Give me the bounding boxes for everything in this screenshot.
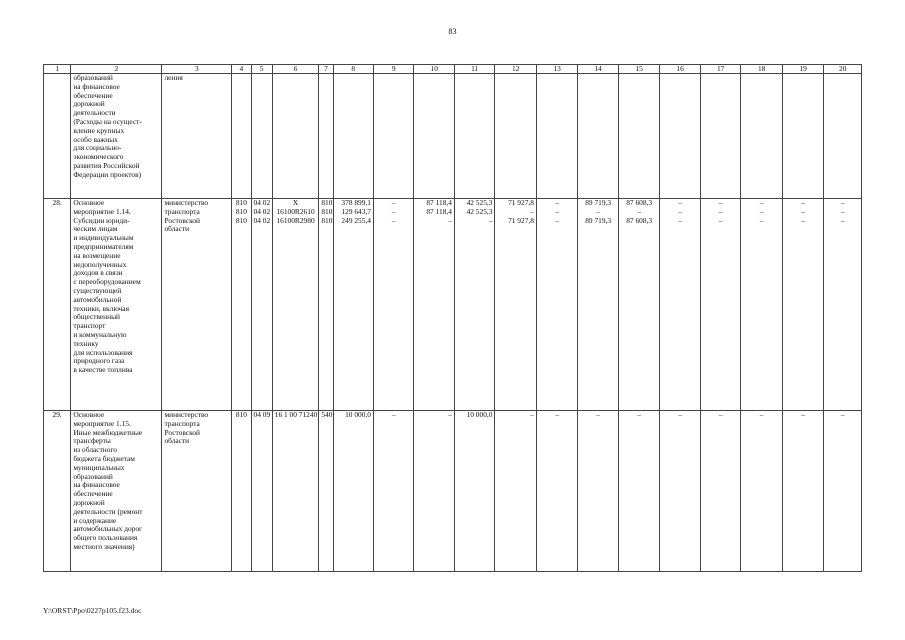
data-cell — [232, 74, 251, 199]
data-cell — [660, 411, 700, 572]
data-cell — [700, 411, 740, 572]
data-cell — [700, 199, 740, 411]
cell-value: – — [759, 198, 764, 207]
data-cell — [333, 411, 373, 572]
data-cell — [618, 199, 660, 411]
data-cell — [536, 74, 578, 199]
cell-value: 87 118,4 — [426, 198, 452, 207]
data-cell — [251, 411, 272, 572]
cell-value: – — [555, 410, 560, 419]
cell-value: – — [391, 410, 396, 419]
column-header: 7 — [319, 65, 333, 74]
table-row — [44, 411, 862, 572]
data-cell — [251, 199, 272, 411]
cell-value: – — [637, 410, 642, 419]
page-number: 83 — [448, 27, 457, 36]
data-cell — [536, 411, 578, 572]
cell-value: – — [678, 410, 683, 419]
cell-value: 04 02 — [253, 198, 271, 207]
cell-value: 04 09 — [253, 410, 271, 419]
cell-value: – — [759, 215, 764, 225]
cell-value: 89 719,3 — [585, 215, 612, 225]
cell-value: – — [488, 215, 493, 225]
data-cell — [741, 199, 783, 411]
data-cell — [495, 74, 537, 199]
cell-value: – — [718, 198, 723, 207]
cell-value: 810 — [321, 215, 333, 225]
data-cell — [495, 199, 537, 411]
data-cell — [782, 74, 824, 199]
activity-name: образований на финансовое обеспечение дорожной деятельности (Расходы на осущест- вление крупных особо важных для социально- экономического развития Российской Федерации проектов) — [71, 74, 162, 199]
data-cell — [618, 74, 660, 199]
cell-value: – — [637, 206, 642, 216]
cell-value: – — [759, 206, 764, 216]
cell-value: 810 — [235, 198, 247, 207]
data-cell — [272, 74, 319, 199]
data-cell — [454, 199, 494, 411]
cell-value: 129 643,7 — [341, 206, 371, 216]
column-header: 9 — [373, 65, 413, 74]
cell-value: 810 — [321, 198, 333, 207]
cell-value: – — [840, 410, 845, 419]
cell-value: – — [391, 206, 396, 216]
column-header: 19 — [782, 65, 824, 74]
data-cell — [824, 411, 862, 572]
row-number — [44, 74, 71, 199]
cell-value: 89 719,3 — [585, 198, 612, 207]
column-header: 5 — [251, 65, 272, 74]
data-cell — [660, 74, 700, 199]
data-cell — [454, 74, 494, 199]
data-cell — [333, 199, 373, 411]
budget-table — [43, 64, 862, 572]
header-row — [44, 65, 862, 74]
data-cell — [618, 411, 660, 572]
row-number: 28. — [44, 199, 71, 411]
cell-value: – — [718, 206, 723, 216]
data-cell — [373, 199, 413, 411]
cell-value: – — [530, 410, 534, 419]
cell-value: – — [391, 215, 396, 225]
cell-value: 810 — [235, 410, 247, 419]
cell-value: 71 927,8 — [508, 215, 534, 225]
file-path: Y:\ORST\Ppo\0227p105.f23.doc — [43, 606, 142, 615]
column-header: 20 — [824, 65, 862, 74]
cell-value: – — [801, 410, 805, 419]
cell-value: 42 525,3 — [466, 206, 493, 216]
data-cell — [454, 411, 494, 572]
cell-value: – — [555, 215, 560, 225]
cell-value: – — [678, 198, 683, 207]
cell-value: 810 — [235, 215, 247, 225]
data-cell — [578, 411, 618, 572]
cell-value: – — [840, 206, 845, 216]
data-cell — [536, 199, 578, 411]
cell-value: – — [596, 206, 601, 216]
column-header: 1 — [44, 65, 71, 74]
cell-value: – — [555, 206, 560, 216]
column-header: 16 — [660, 65, 700, 74]
cell-value: 810 — [321, 206, 333, 216]
column-header: 3 — [162, 65, 232, 74]
data-cell — [414, 411, 454, 572]
cell-value: 540 — [321, 410, 333, 419]
data-cell — [373, 74, 413, 199]
cell-value: 10 000,0 — [466, 410, 493, 419]
row-number: 29. — [44, 411, 71, 572]
data-cell — [578, 74, 618, 199]
cell-value: – — [596, 410, 601, 419]
column-header: 6 — [272, 65, 319, 74]
data-cell — [272, 411, 319, 572]
cell-value: 16 1 00 71240 — [274, 410, 318, 419]
cell-value: 04 02 — [253, 215, 271, 225]
activity-name: Основное мероприятие 1.14. Субсидии юриди- ческим лицам и индивидуальным предпринимателям на возмещение недополученных доходов в связи с переоборудованием существующей автомобильной техники, включая общественный транспорт и коммунальную технику для использования природного газа в качестве топлива — [71, 199, 162, 411]
column-header: 18 — [741, 65, 783, 74]
cell-value: 87 118,4 — [426, 206, 452, 216]
data-cell — [414, 74, 454, 199]
data-cell — [700, 74, 740, 199]
executor: министерство транспорта Ростовской области — [162, 411, 232, 572]
data-cell — [741, 411, 783, 572]
cell-value: – — [678, 215, 683, 225]
executor: ления — [162, 74, 232, 199]
cell-value: – — [801, 215, 805, 225]
table-row — [44, 199, 862, 411]
column-header: 15 — [618, 65, 660, 74]
cell-value: – — [530, 206, 534, 216]
data-cell — [824, 74, 862, 199]
cell-value: – — [678, 206, 683, 216]
cell-value: – — [718, 215, 723, 225]
cell-value: – — [448, 410, 452, 419]
data-cell — [414, 199, 454, 411]
cell-value: – — [840, 198, 845, 207]
cell-value: – — [801, 206, 805, 216]
data-cell — [741, 74, 783, 199]
cell-value: 04 02 — [253, 206, 271, 216]
data-cell — [782, 411, 824, 572]
column-header: 11 — [454, 65, 494, 74]
column-header: 8 — [333, 65, 373, 74]
cell-value: 16100R2610 — [276, 206, 315, 216]
data-cell — [232, 199, 251, 411]
data-cell — [251, 74, 272, 199]
cell-value: 10 000,0 — [345, 410, 371, 419]
column-header: 17 — [700, 65, 740, 74]
cell-value: 249 255,4 — [341, 215, 371, 225]
data-cell — [232, 411, 251, 572]
data-cell — [660, 199, 700, 411]
cell-value: – — [840, 215, 845, 225]
cell-value: – — [448, 215, 452, 225]
cell-value: – — [759, 410, 764, 419]
cell-value: 810 — [235, 206, 247, 216]
data-cell — [373, 411, 413, 572]
data-cell — [824, 199, 862, 411]
cell-value: 87 608,3 — [626, 215, 653, 225]
column-header: 14 — [578, 65, 618, 74]
column-header: 10 — [414, 65, 454, 74]
cell-value: 87 608,3 — [626, 198, 653, 207]
cell-value: – — [391, 198, 396, 207]
table-row — [44, 74, 862, 199]
cell-value: – — [801, 198, 805, 207]
data-cell — [578, 199, 618, 411]
data-cell — [333, 74, 373, 199]
data-cell — [272, 199, 319, 411]
cell-value: 42 525,3 — [466, 198, 493, 207]
data-cell — [782, 199, 824, 411]
data-cell — [495, 411, 537, 572]
data-cell — [319, 199, 333, 411]
cell-value: 378 899,1 — [341, 198, 371, 207]
column-header: 12 — [495, 65, 537, 74]
executor: министерство транспорта Ростовской области — [162, 199, 232, 411]
cell-value: 16100R2980 — [276, 215, 315, 225]
column-header: 2 — [71, 65, 162, 74]
cell-value: – — [718, 410, 723, 419]
cell-value: – — [555, 198, 560, 207]
activity-name: Основное мероприятие 1.15. Иные межбюджетные трансферты из областного бюджета бюджетам муниципальных образований на финансовое обеспечение дорожной деятельности (ремонт и содержание автомобильных дорог общего пользования местного значения) — [71, 411, 162, 572]
data-cell — [319, 411, 333, 572]
cell-value: 71 927,8 — [508, 198, 534, 207]
column-header: 13 — [536, 65, 578, 74]
column-header: 4 — [232, 65, 251, 74]
cell-value: Х — [292, 198, 299, 207]
data-cell — [319, 74, 333, 199]
